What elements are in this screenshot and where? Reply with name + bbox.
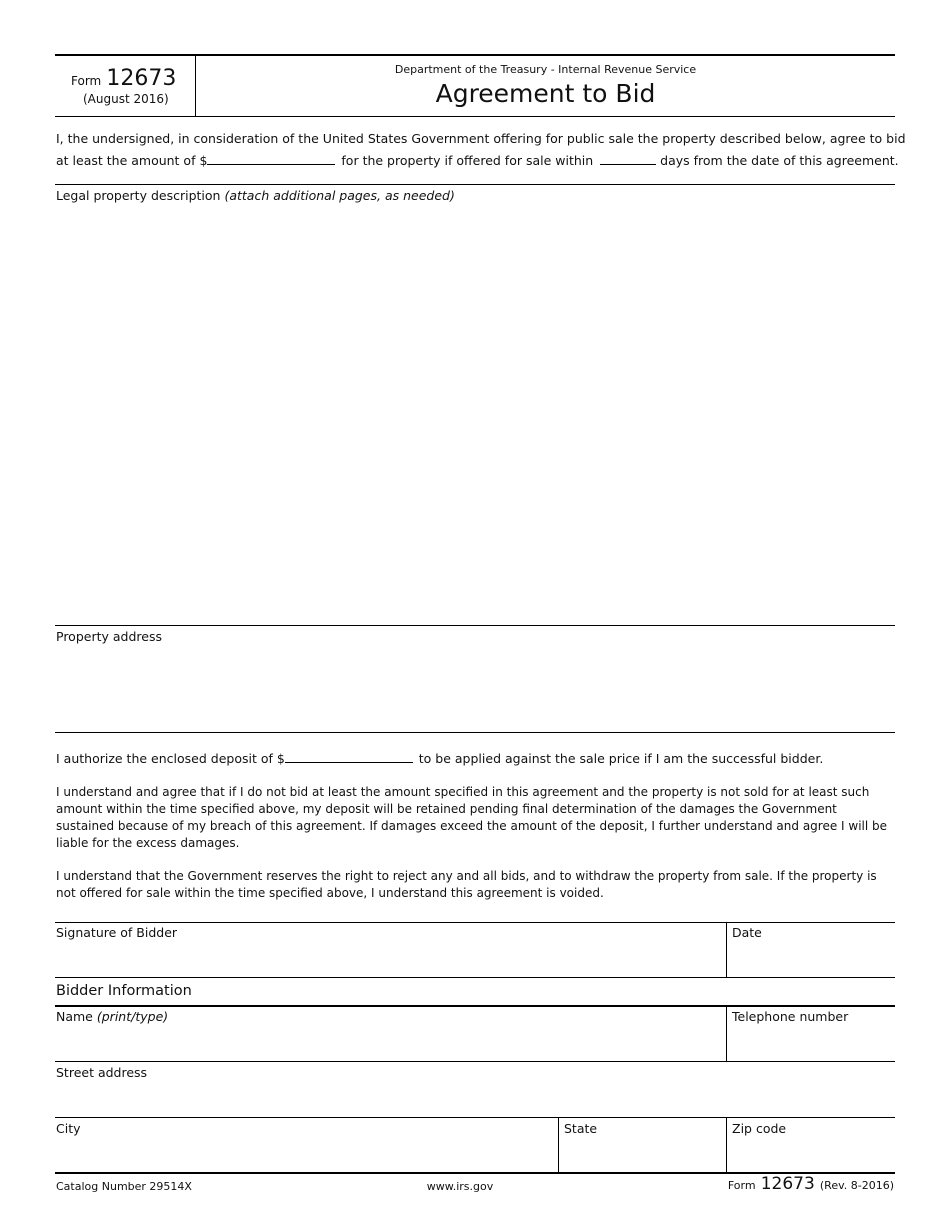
property-bottom-rule	[55, 732, 895, 733]
form-word: Form	[71, 74, 102, 88]
street-field[interactable]	[55, 1062, 895, 1117]
deposit-label: I authorize the enclosed deposit of $	[56, 751, 285, 766]
website: www.irs.gov	[426, 1180, 494, 1193]
footer-form-id	[728, 1174, 894, 1194]
intro-bottom-rule	[55, 184, 895, 185]
form-date: (August 2016)	[83, 92, 169, 106]
form-number: 12673	[106, 66, 177, 91]
name-field[interactable]	[55, 1007, 726, 1061]
bidder-info-heading: Bidder Information	[56, 983, 192, 999]
signature-bottom-rule	[55, 977, 895, 978]
state-field[interactable]	[559, 1118, 725, 1172]
intro-mid-text: for the property if offered for sale within	[341, 153, 594, 168]
footer-form-word: Form	[727, 1179, 756, 1192]
zip-label: Zip code	[732, 1121, 787, 1136]
zip-field[interactable]	[727, 1118, 895, 1172]
bid-amount-field[interactable]	[207, 150, 335, 165]
days-field[interactable]	[600, 150, 656, 165]
property-address-field[interactable]	[55, 646, 895, 731]
intro-end-text: days from the date of this agreement.	[660, 153, 899, 168]
legal-note: (attach additional pages, as needed)	[224, 188, 455, 203]
street-label: Street address	[56, 1065, 148, 1080]
form-title: Agreement to Bid	[435, 79, 656, 108]
form-id-block	[55, 56, 195, 116]
legal-description-field[interactable]	[55, 205, 895, 624]
legal-bottom-rule	[55, 625, 895, 626]
breach-paragraph: I understand and agree that if I do not bid at least the amount specified in this agreement and the property is not sold for at least such amount within the time specified above, my deposit will be retained pending final determination of the damages the Government sustained because of my breach of this agreement. If damages exceed the amount of the deposit, I further understand and agree I will be liable for the excess damages.	[56, 785, 888, 850]
deposit-line	[56, 748, 823, 767]
state-label: State	[564, 1121, 598, 1136]
agency-line: Department of the Treasury - Internal Revenue Service	[394, 63, 697, 76]
footer-form-number: 12673	[760, 1174, 815, 1194]
telephone-field[interactable]	[727, 1007, 895, 1061]
date-field[interactable]	[727, 923, 895, 977]
name-label: Name	[56, 1009, 93, 1024]
legal-description-label	[56, 187, 455, 204]
city-field[interactable]	[55, 1118, 557, 1172]
legal-label: Legal property description	[56, 188, 221, 203]
intro-amount-label: at least the amount of $	[56, 153, 208, 168]
withdraw-paragraph: I understand that the Government reserves the right to reject any and all bids, and to withdraw the property from sale. If the property is not offered for sale within the time specified above, I understand this agreement is voided.	[56, 869, 877, 900]
intro-line-1: I, the undersigned, in consideration of the United States Government offering for public sale the property described below, agree to bid	[56, 131, 906, 146]
catalog-number: Catalog Number 29514X	[56, 1180, 192, 1193]
signature-field[interactable]	[55, 923, 726, 977]
name-note: (print/type)	[96, 1009, 169, 1024]
header-bottom-rule	[55, 116, 895, 117]
intro-line-2	[56, 150, 899, 169]
property-address-label: Property address	[56, 629, 162, 644]
deposit-end-text: to be applied against the sale price if I am the successful bidder.	[418, 751, 824, 766]
date-label: Date	[732, 925, 762, 940]
deposit-amount-field[interactable]	[285, 748, 413, 763]
footer-revision: (Rev. 8-2016)	[819, 1179, 894, 1192]
telephone-label: Telephone number	[732, 1009, 849, 1024]
city-label: City	[56, 1121, 81, 1136]
signature-label: Signature of Bidder	[56, 925, 178, 940]
